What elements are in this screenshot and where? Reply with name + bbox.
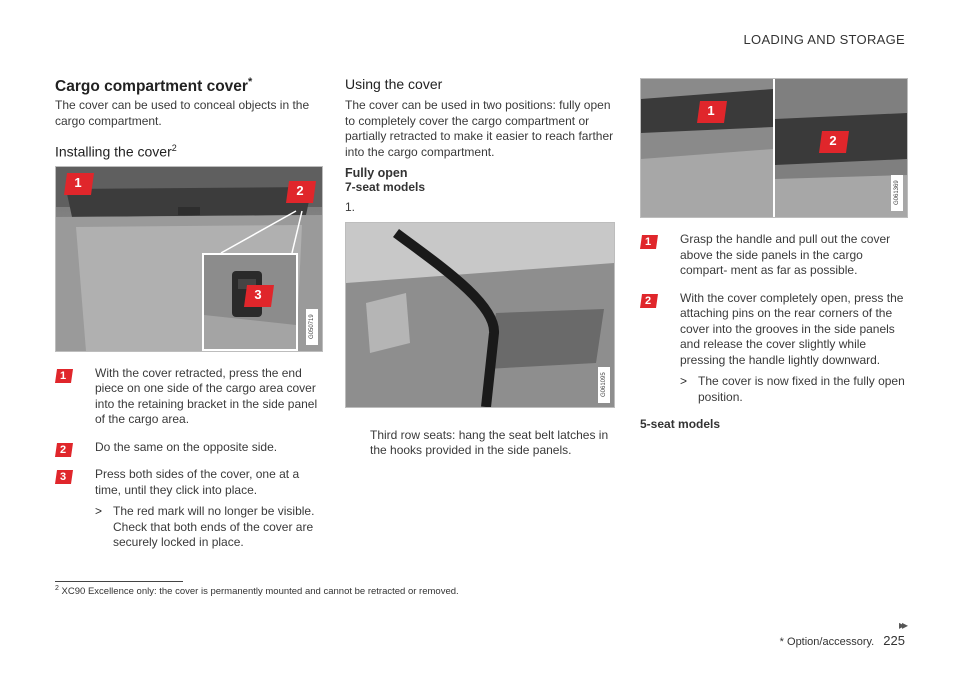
subtitle-installing: Installing the cover$^2$ — [55, 143, 177, 160]
image-code: G050719 — [306, 309, 318, 345]
subtitle-using: Using the cover — [345, 76, 443, 92]
step-badge: 2 — [55, 443, 73, 457]
step-text: With the cover retracted, press the end piece on one side of the cargo area cover into the retaining bracket in the side panel of the cargo area. — [95, 365, 318, 427]
cover-pull-illustration — [641, 79, 907, 217]
page-title: Cargo compartment cover* — [55, 76, 253, 96]
next-page-arrows-icon: ▸▸ — [898, 618, 905, 632]
step-badge: 1 — [55, 369, 73, 383]
column-installing — [55, 76, 323, 563]
step-result: > The cover is now fixed in the fully open position. — [680, 374, 905, 404]
heading-5-seat: 5-seat models — [640, 417, 721, 431]
step-text: With the cover completely open, press the attaching pins on the rear corners of the cover into the grooves in the side panels and release the cover slightly while pressing the handle lightly downward. — [680, 290, 904, 367]
marker-badge: 2 — [286, 181, 316, 203]
step-item — [640, 232, 908, 279]
step-badge: 3 — [55, 470, 73, 484]
using-intro: The cover can be used in two positions: fully open to completely cover the cargo compartment or partially retracted to make it easier to reach farther into the cargo compartment. — [345, 98, 614, 159]
list-number: 1. — [345, 200, 356, 214]
image-code: G061095 — [598, 367, 610, 403]
photo-seat-belt — [345, 222, 615, 408]
marker-badge: 1 — [697, 101, 727, 123]
step-badge: 1 — [640, 235, 658, 249]
step-item — [55, 440, 323, 456]
step-item — [55, 366, 323, 428]
marker-badge: 1 — [64, 173, 94, 195]
image-code: G061369 — [891, 175, 903, 211]
heading-7-seat: 7-seat models — [345, 180, 426, 194]
step-item — [55, 467, 323, 551]
section-header: LOADING AND STORAGE — [743, 32, 905, 47]
photo-cover-pull — [640, 78, 908, 218]
marker-badge: 2 — [819, 131, 849, 153]
step-text: Do the same on the opposite side. — [95, 439, 278, 454]
step-text: Grasp the handle and pull out the cover above the side panels in the cargo compart- ment as far as possible. — [680, 232, 891, 277]
marker-badge: 3 — [244, 285, 274, 307]
footnote: $^2$ XC90 Excellence only: the cover is permanently mounted and cannot be retracted or removed. — [55, 585, 459, 598]
column-steps — [640, 78, 908, 437]
page-number: 225 — [883, 633, 905, 648]
page-footer — [780, 633, 905, 648]
step-badge: 2 — [640, 294, 658, 308]
step-text: Third row seats: hang the seat belt latches in the hooks provided in the side panels. — [370, 427, 609, 457]
heading-fully-open: Fully open — [345, 166, 408, 180]
footnote-rule — [55, 581, 183, 582]
seat-belt-illustration — [346, 223, 614, 407]
step-item — [640, 291, 908, 406]
intro-text: The cover can be used to conceal objects in the cargo compartment. — [55, 98, 310, 128]
column-using — [345, 76, 615, 459]
photo-cargo-cover-install — [55, 166, 323, 352]
step-text: Press both sides of the cover, one at a time, until they click into place. — [95, 467, 300, 497]
step-result: > The red mark will no longer be visible. Check that both ends of the cover are securely locked in place. — [95, 504, 315, 550]
option-note: * Option/accessory. — [779, 636, 875, 648]
